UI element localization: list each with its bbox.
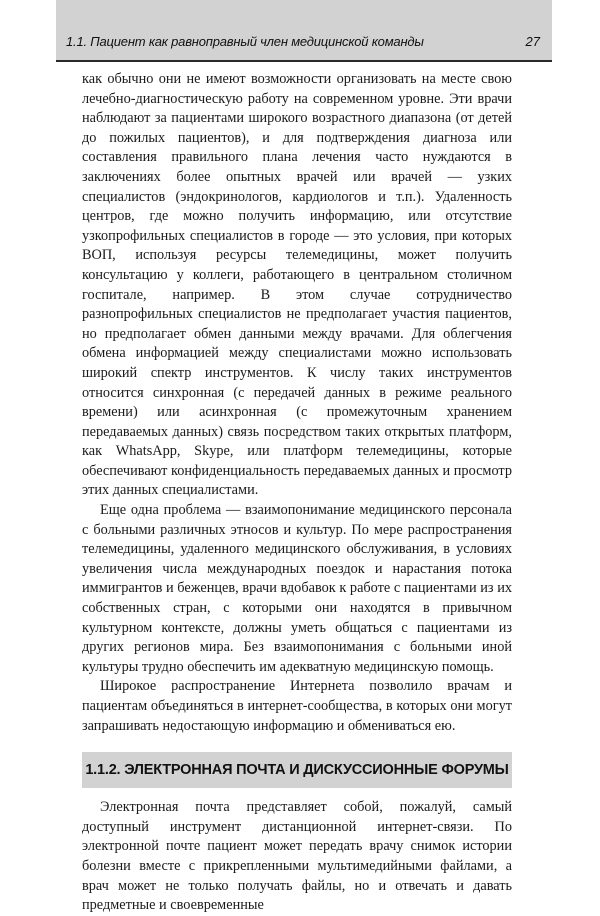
paragraph: Широкое распространение Интернета позволило врачам и пациентам объединяться в интернет-сообщества, в которых они могут запрашивать недостающую информацию и обмениваться ею.: [82, 678, 512, 734]
page-body: [82, 70, 512, 916]
section-heading: 1.1.2. ЭЛЕКТРОННАЯ ПОЧТА И ДИСКУССИОННЫЕ ФОРУМЫ: [82, 752, 512, 788]
running-header-title: 1.1. Пациент как равноправный член медицинской команды: [66, 34, 424, 49]
paragraph: как обычно они не имеют возможности организовать на месте свою лечебно-диагностическую работу на современном уровне. Эти врачи наблюдают за пациентами широкого возрастного диапазона (от детей до пожилых пациентов), и для подтверждения диагноза или составления правильного плана лечения часто нуждаются в заключениях более опытных врачей или врачей — узких специалистов (эндокринологов, кардиологов и т.п.). Удаленность центров, где можно получить информацию, или отсутствие узкопрофильных специалистов в городе — это условия, при которых ВОП, используя ресурсы телемедицины, может получить консультацию у коллеги, работающего в центральном столичном госпитале, например. В этом случае сотрудничество разнопрофильных специалистов не предполагает участия пациентов, но предполагает обмен данными между врачами. Для облегчения обмена информацией между специалистами можно использовать широкий спектр инструментов. К числу таких инструментов относится синхронная (с передачей данных в режиме реального времени) или асинхронная (с промежуточным хранением передаваемых данных) связь посредством таких открытых платформ, как WhatsApp, Skype, или платформ телемедицины, которые обеспечивают конфиденциальность передаваемых данных и просмотр этих данных специалистами.: [82, 71, 512, 499]
page-number: 27: [525, 34, 540, 49]
paragraph: Еще одна проблема — взаимопонимание медицинского персонала с больными различных этносов и культур. По мере распространения телемедицины, удаленного медицинского обслуживания, в условиях увеличения числа международных поездок и нарастания потока иммигрантов и беженцев, врачи вдобавок к работе с пациентами из их собственных стран, с которыми они находятся в привычном культурном контексте, должны уметь общаться с пациентами из других регионов мира. Без взаимопонимания с больными иной культуры трудно обеспечить им адекватную медицинскую помощь.: [82, 502, 512, 675]
paragraph: Электронная почта представляет собой, пожалуй, самый доступный инструмент дистанционной интернет-связи. По электронной почте пациент может передать врачу снимок истории болезни вместе с прикрепленными мультимедийными файлами, а врач может не только получать файлы, но и отвечать и давать предметные и своевременные: [82, 799, 512, 914]
running-header: [56, 0, 552, 62]
